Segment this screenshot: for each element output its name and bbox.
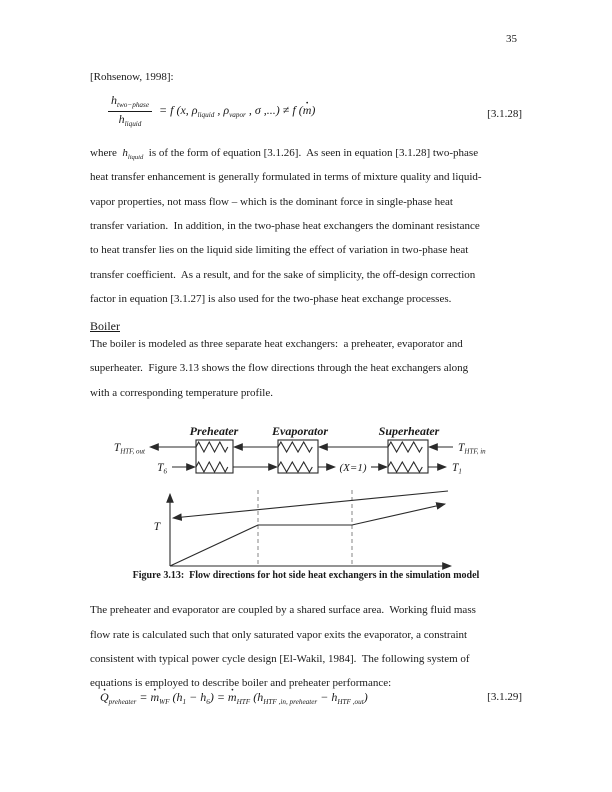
coil-icon — [196, 442, 228, 452]
body-text-line: The preheater and evaporator are coupled by a shared surface area. Working fluid mass — [90, 604, 476, 616]
figure-caption: Figure 3.13: Flow directions for hot side heat exchangers in the simulation model — [132, 570, 480, 581]
body-text-line: flow rate is calculated such that only saturated vapor exits the evaporator, a constraint — [90, 629, 468, 641]
body-text-line: transfer variation. In addition, in the two-phase heat exchangers the dominant resistance — [90, 220, 480, 232]
preheater-label: Preheater — [189, 424, 239, 438]
body-text-line: with a corresponding temperature profile. — [90, 387, 273, 399]
coil-icon — [278, 462, 312, 472]
body-text-line: to heat transfer lies on the liquid side limiting the effect of variation in two-phase heat — [90, 244, 469, 256]
equation-body: $Q \cdot_{preheater} = m \cdot_{WF}$ $(h_1 - h_6) = m \cdot_{HTF}$ $(h_{HTF ,in, preheater} - h_{HTF ,out})$ — [100, 690, 368, 706]
body-text-line: transfer coefficient. As a result, and for the sake of simplicity, the off-design correction — [90, 269, 476, 281]
equation-3-1-29 — [100, 690, 368, 706]
coil-icon — [388, 462, 422, 472]
body-text-line: factor in equation [3.1.27] is also used for the two-phase heat exchange processes. — [90, 293, 452, 305]
quality-label: (X=1) — [339, 462, 367, 474]
fraction-bar — [108, 111, 152, 112]
coil-icon — [196, 462, 228, 472]
evaporator-label: Evaporator — [271, 424, 329, 438]
section-heading-boiler: Boiler — [90, 319, 120, 333]
body-text-line: equations is employed to describe boiler and preheater performance: — [90, 677, 392, 689]
superheater-label: Superheater — [378, 424, 440, 438]
htf-out-label: $T_{HTF, out}$ — [113, 442, 145, 456]
wf-out-label: $T_1$ — [452, 462, 462, 476]
page-number: 35 — [506, 33, 517, 45]
coil-icon — [278, 442, 312, 452]
htf-in-label: $T_{HTF, in}$ — [458, 442, 486, 456]
fraction-h-twophase-over-h-liquid — [108, 94, 152, 128]
body-text-line: vapor properties, not mass flow – which is the dominant force in single-phase heat — [90, 196, 453, 208]
body-text-line: heat transfer enhancement is generally formulated in terms of mixture quality and liquid- — [90, 171, 482, 183]
htf-temperature-line — [173, 491, 448, 518]
fraction-denominator: $h_{liquid}$ — [118, 111, 142, 128]
coil-icon — [388, 442, 422, 452]
equation-3-1-28 — [108, 88, 315, 134]
body-text-line: superheater. Figure 3.13 shows the flow directions through the heat exchangers along — [90, 362, 469, 374]
body-text-line: The boiler is modeled as three separate heat exchangers: a preheater, evaporator and — [90, 338, 463, 350]
temperature-axis-label: T — [153, 521, 161, 533]
figure-3-13-diagram — [95, 420, 515, 572]
body-text-line: consistent with typical power cycle design [El-Wakil, 1984]. The following system of — [90, 653, 470, 665]
fraction-numerator: $h_{two-phase}$ — [111, 92, 150, 110]
wf-in-label: $T_6$ — [157, 462, 167, 476]
body-text-line: where $h_{liquid}$ is of the form of equation [3.1.26]. As seen in equation [3.1.28] two-phase — [90, 147, 479, 161]
equation-rhs: = f (x, $\rho_{liquid}$ , $\rho_{vapor}$ , σ ,...) ≠ f (m ·) — [159, 103, 315, 119]
wf-temperature-line — [170, 504, 445, 566]
citation-line: [Rohsenow, 1998]: — [90, 71, 174, 83]
equation-number-3-1-29: [3.1.29] — [487, 691, 522, 703]
equation-number-3-1-28: [3.1.28] — [487, 108, 522, 120]
